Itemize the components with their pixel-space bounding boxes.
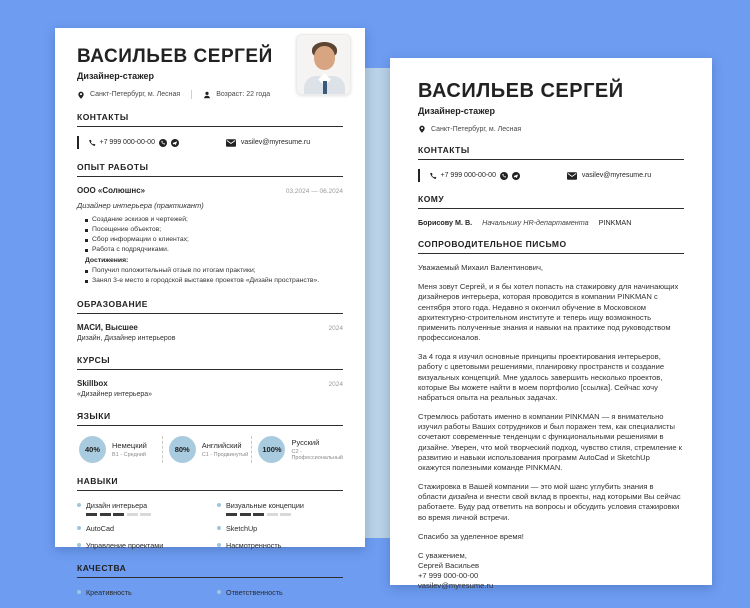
telegram-icon — [512, 172, 520, 180]
quality-item — [77, 588, 203, 597]
letter-phone: +7 999 000-00-00 — [440, 172, 496, 179]
recipient-position: Начальнику HR-департамента — [482, 218, 589, 227]
whatsapp-icon — [159, 139, 167, 147]
language-level: C1 - Продвинутый — [201, 452, 249, 459]
education-degree: Дизайн, Дизайнер интерьеров — [77, 335, 176, 343]
letter-location: Санкт-Петербург, м. Лесная — [431, 125, 522, 133]
letter-name: ВАСИЛЬЕВ СЕРГЕЙ — [418, 80, 624, 102]
letter-job-title: Дизайнер-стажер — [418, 106, 495, 116]
language-name: Английский — [201, 441, 242, 451]
experience-role: Дизайнер интерьера (практикант) — [77, 201, 204, 210]
location-pin-icon — [77, 91, 85, 99]
skill-label: Управление проектами — [86, 540, 164, 550]
signature-line: С уважением, — [418, 550, 467, 560]
recipient-name: Борисову М. В. — [418, 218, 473, 227]
experience-achievements — [77, 266, 343, 286]
skill-label: Визуальные концепции — [226, 501, 304, 511]
age-icon — [203, 91, 211, 99]
bullet-dot-icon — [77, 543, 81, 547]
resume-phone: +7 999 000-00-00 — [99, 139, 155, 146]
skill-label: SketchUp — [226, 523, 258, 533]
education-year: 2024 — [328, 325, 343, 333]
skill-label: AutoCad — [86, 523, 114, 533]
duty-item: Создание эскизов и чертежей; — [85, 215, 343, 225]
meta-divider — [191, 90, 192, 99]
signature-line: +7 999 000-00-00 — [418, 571, 479, 581]
duty-item: Посещение объектов; — [85, 225, 343, 235]
resume-age: Возраст: 22 года — [216, 91, 271, 98]
language-name: Русский — [291, 438, 320, 448]
course-school: Skillbox — [77, 379, 108, 389]
section-title-skills: НАВЫКИ — [77, 476, 343, 491]
quality-item — [217, 588, 343, 597]
skill-item — [77, 541, 203, 550]
whatsapp-icon — [500, 172, 508, 180]
section-title-education: ОБРАЗОВАНИЕ — [77, 299, 343, 314]
skill-item — [217, 524, 343, 533]
section-title-to: КОМУ — [418, 194, 684, 209]
section-title-qualities: КАЧЕСТВА — [77, 563, 343, 578]
language-item — [251, 436, 343, 463]
bullet-dot-icon — [217, 503, 221, 507]
section-title-letter: СОПРОВОДИТЕЛЬНОЕ ПИСЬМО — [418, 239, 684, 254]
email-icon — [226, 139, 236, 147]
languages-row — [77, 436, 343, 463]
language-percent-badge: 80% — [169, 436, 196, 463]
bullet-dot-icon — [217, 590, 221, 594]
resume-page — [55, 28, 365, 597]
profile-photo — [296, 34, 351, 95]
letter-paragraph: Стажировка в Вашей компании — это мой шанс углубить знания в области дизайна и внести свой вклад в проекты, над которыми Вы сейчас работаете. Буду рад ответить на вопросы и обсудить условия стажировки во время личной встречи. — [418, 482, 681, 522]
location-pin-icon — [418, 125, 426, 133]
cover-letter-page — [390, 58, 712, 591]
skill-item — [217, 501, 343, 516]
duty-item: Сбор информации о клиентах; — [85, 235, 343, 245]
bullet-dot-icon — [77, 590, 81, 594]
qualities-grid — [77, 588, 343, 597]
bullet-dot-icon — [77, 503, 81, 507]
language-level: C2 - Профессиональный — [291, 449, 343, 462]
contact-divider — [77, 136, 79, 149]
experience-company: ООО «Солюшнс» — [77, 186, 146, 195]
letter-thanks: Спасибо за уделенное время! — [418, 531, 524, 541]
letter-greeting: Уважаемый Михаил Валентинович, — [418, 263, 544, 272]
skill-item — [77, 524, 203, 533]
section-title-experience: ОПЫТ РАБОТЫ — [77, 162, 343, 177]
letter-paragraph: Стремлюсь работать именно в компании PINKMAN — я внимательно изучил работы Ваших сотрудников и был поражен тем, как специалисты сочетают современные тенденции с функциональными решениями в дизайне. Уверен, что мой творческий подход, чувство стиля, стремление к развитию и навыки использования программ AutoCad и SketchUp окажутся полезными команде PINKMAN. — [418, 412, 683, 472]
letter-paragraph: За 4 года я изучил основные принципы проектирования интерьеров, работу с цветовыми решениями, планировку пространств и создание визуальных концепций. Мне удалось завершить несколько проектов, которые Вы можете найти в моем портфолио [ссылка]. Сейчас хочу набраться опыта на реальных задачах. — [418, 352, 665, 402]
education-school: МАСИ, Высшее — [77, 323, 138, 333]
skills-grid — [77, 501, 343, 550]
quality-label: Ответственность — [226, 587, 283, 597]
language-name: Немецкий — [112, 441, 147, 451]
contact-divider — [418, 169, 420, 182]
skill-label: Дизайн интерьера — [86, 501, 148, 511]
letter-email: vasilev@myresume.ru — [581, 172, 652, 179]
bullet-dot-icon — [217, 526, 221, 530]
resume-name: ВАСИЛЬЕВ СЕРГЕЙ — [77, 46, 273, 67]
section-title-languages: ЯЗЫКИ — [77, 411, 343, 426]
language-level: B1 - Средний — [112, 452, 146, 459]
letter-body — [418, 263, 684, 592]
resume-job-title: Дизайнер-стажер — [77, 71, 154, 81]
skill-level-bar — [86, 513, 151, 516]
letter-signature — [418, 551, 684, 592]
skill-item — [77, 501, 203, 516]
telegram-icon — [171, 139, 179, 147]
email-icon — [567, 172, 577, 180]
course-name: «Дизайнер интерьера» — [77, 391, 153, 399]
language-percent-badge: 40% — [79, 436, 106, 463]
quality-label: Креативность — [86, 587, 132, 597]
resume-location: Санкт-Петербург, м. Лесная — [90, 91, 181, 98]
skill-level-bar — [226, 513, 304, 516]
language-percent-badge: 100% — [258, 436, 285, 463]
skill-item — [217, 541, 343, 550]
experience-dates: 03.2024 — 06.2024 — [285, 188, 343, 195]
section-title-contacts: КОНТАКТЫ — [77, 112, 343, 127]
phone-icon — [429, 172, 437, 180]
language-item — [77, 436, 162, 463]
language-item — [162, 436, 252, 463]
signature-line: vasilev@myresume.ru — [418, 581, 494, 591]
skill-label: Насмотренность — [226, 540, 282, 550]
section-title-contacts: КОНТАКТЫ — [418, 145, 684, 160]
bullet-dot-icon — [77, 526, 81, 530]
achievement-item: Получил положительный отзыв по итогам практики; — [85, 266, 343, 276]
bullet-dot-icon — [217, 543, 221, 547]
section-title-courses: КУРСЫ — [77, 355, 343, 370]
experience-duties — [77, 215, 343, 255]
duty-item: Работа с подрядчиками. — [85, 245, 343, 255]
resume-email: vasilev@myresume.ru — [240, 139, 311, 146]
recipient-company: PINKMAN — [598, 218, 632, 227]
letter-paragraph: Меня зовут Сергей, и я бы хотел попасть на стажировку для начинающих дизайнеров интерьера, которая проводится в компании PINKMAN с сентября этого года. Недавно я окончил обучение в Московском архитектурно-строительном институте и теперь ищу возможность применить полученные знания и навыки на практике под руководством профессионалов. — [418, 282, 679, 343]
phone-icon — [88, 139, 96, 147]
signature-line: Сергей Васильев — [418, 561, 480, 571]
course-year: 2024 — [328, 381, 343, 389]
achievement-item: Занял 3-е место в городской выставке проектов «Дизайн пространств». — [85, 276, 343, 286]
achievements-label: Достижения: — [85, 257, 129, 265]
